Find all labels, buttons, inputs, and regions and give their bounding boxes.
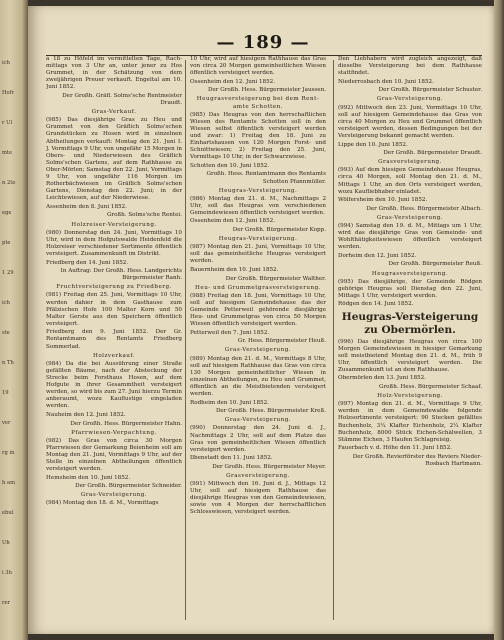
notice-heading: Fruchtversteigerung zu Friedberg. — [56, 284, 172, 291]
notice-text: (984) Da die bei Aussührung einer Straße gefällten Bäume, nach der Absteckung der Strecke beim Forsthaus Hosen, auf dem Hofgute in ihrer Gesammtheit versteigert werden, so wird bis zum 27. Juni hierzu Termin anberaumt, wozu Kauflustige eingeladen werden. — [46, 360, 182, 410]
column-left — [46, 56, 182, 626]
page-number: — 189 — — [216, 32, 310, 53]
notice-signature: Der Großh. Bürgermeister Walther. — [225, 275, 326, 282]
notice-text: Niederrosbach den 10. Juni 1852. — [338, 78, 434, 85]
notice-signature: Großh. Hess. Rentamtmann des Rentamts Schotten Pfannmüller. — [206, 171, 326, 185]
notice-signature: Der Großh. Bürgermeister Reuß. — [388, 261, 482, 268]
left-page-text-fragment: i 3h — [2, 570, 12, 576]
notice-text: Petterweil den 7. Juni 1852. — [190, 329, 270, 336]
notice-text: 10 Uhr, wird auf hiesigem Rathhause das Gras von circa 20 Morgen gemeinheitlichen Wiesen öffentlich versteigert werden. — [190, 56, 326, 77]
notice-text: Friedberg den 14. Juni 1852. — [46, 259, 129, 266]
left-page-text-fragment: Uh — [2, 540, 10, 546]
left-page-text-fragment: ebul — [2, 510, 14, 516]
left-page-text-fragment: ste — [2, 330, 10, 336]
featured-heading: Heugras-Versteigerung — [341, 310, 479, 323]
notice-text: (982) Das Gras von circa 30 Morgen Pfarrwiesen der Gemarkung Beienheim soll am Montag den 21. Juni, Vormittags 9 Uhr, auf der Stelle in einzelnen Abtheilungen öffentlich versteigert werden. — [46, 437, 182, 473]
left-page-text-fragment: ich — [2, 60, 10, 66]
notice-signature: In Auftrag: Der Großh. Hess. Landgerichts Bürgermeister Ranh. — [60, 268, 182, 282]
notice-heading: Holz-Versteigerung. — [377, 393, 443, 400]
notice-text: Obermörlen den 13. Juni 1852. — [338, 375, 426, 382]
notice-heading: Heugrasversteigerung. — [371, 270, 449, 277]
left-page-text-fragment: ver — [2, 420, 11, 426]
notice-heading: Gras-Versteigerung. — [376, 96, 444, 103]
notice-heading: Gras-Versteigerung. — [224, 417, 292, 424]
notice-signature: Der Großh. Hess. Bürgermeister Kreß. — [215, 408, 326, 415]
notice-heading: Pfarrwiesen-Verpachtung. — [71, 429, 157, 436]
left-page-text-fragment: 1 29 — [2, 270, 14, 276]
notice-signature: Der Großh. Hess. Bürgermeister Meyer. — [212, 463, 326, 470]
notice-text: (985) Das Heugras von den herrschaftlichen Wiesen des Rentamts Schotten soll in den Wiesen selbst öffentlich versteigert werden und zwar: 1) Freitag den 18. Juni zu Einhartshausen von 120 Morgen Forst- und Schnittwiesen; 2) Freitag den 25. Juni, Vormittags 10 Uhr, in der Schwarzwiese. — [190, 111, 326, 161]
notice-heading: Holzverkauf. — [92, 352, 136, 359]
notice-text: (987) Montag den 21. Juni, Vormittags 10 Uhr, soll das gemeinheitliche Heugras versteigert werden. — [190, 244, 326, 265]
page-edge — [494, 0, 504, 640]
newspaper-page — [28, 6, 494, 634]
notice-text: (997) Montag den 21. d. M., Vormittags 9 Uhr, werden in dem Gemeindewalde folgende Holzsortimente versteigert: 90 Stecken gefälltes Buchenholz, 3¼ Klafter Eichenholz, 2¼ Klafter Buchenholz, 8000 Stück Eichen-Schälwellen, 3 Stämme Eichen, 3 Haufen Schlagreisig. — [338, 401, 482, 443]
featured-heading: zu Obermörlen. — [364, 323, 456, 336]
notice-text: Wölfersheim den 10. Juni 1852. — [338, 197, 428, 204]
notice-heading: Gras-Versteigerung. — [80, 492, 148, 499]
left-page-text-fragment: rg in — [2, 450, 15, 456]
notice-text: (981) Freitag den 25. Juni, Vormittags 10 Uhr, werden dahier in dem Gasthause zum Pfälzischen Hofe 100 Malter Korn und 50 Malter Gerste aus den Speichern öffentlich versteigert. — [46, 292, 182, 327]
left-page-text-fragment: h am — [2, 480, 16, 486]
notice-text: Nauheim den 12. Juni 1852. — [46, 411, 126, 418]
notice-text: (994) Samstag den 19. d. M., Mittags um 1 Uhr, wird das diesjährige Gras von Gemeinde- und Wohlthätigkeitswiesen öffentlich versteigert werden. — [338, 222, 482, 251]
notice-signature: Der Großh. Bürgermeister Schuster. — [378, 87, 482, 94]
notice-signature: Großh. Hess. Bürgermeister Schaaf. — [378, 384, 482, 391]
notice-heading: Gras-Versteigerung. — [376, 214, 444, 221]
notice-text: Schotten den 10. Juni 1852. — [190, 162, 270, 169]
left-page-text-fragment: n 2te — [2, 180, 16, 186]
left-page-text-fragment: 19 — [2, 390, 9, 396]
notice-text: Rödgen den 14. Juni 1852. — [338, 301, 414, 308]
notice-heading: Heugrasversteigerung bei dem Rent- amte Schotten. — [196, 96, 320, 110]
notice-text: (990) Donnerstag den 24. Juni d. J., Nachmittags 2 Uhr, soll auf dem Platze das Gras von gemeinheitlichen Wiesen öffentlich versteigert werden. — [190, 425, 326, 453]
notice-text: (993) Auf dem hiesigen Gemeindehause Heugras, circa 40 Morgen, soll Montag den 21. d. M., Mittags 1 Uhr, an den Orts versteigert werden, wozu Kaufliebhaber einladet. — [338, 167, 482, 195]
left-page-text-fragment: mte — [2, 150, 13, 156]
notice-text: Fauerbach v. d. Höhe den 11. Juni 1852. — [338, 445, 452, 452]
column-right — [338, 56, 482, 626]
left-page-text-fragment: ege — [2, 210, 12, 216]
notice-text: Hemsheim den 10. Juni 1852. — [46, 474, 131, 481]
notice-heading: Holzreiser-Versteigerung. — [71, 221, 157, 228]
notice-signature: Der Großh. Hess. Bürgermeister Albach. — [366, 205, 482, 212]
left-page-text-fragment: Hofr — [2, 90, 15, 96]
notice-signature: Der Großh. Bürgermeister Kopp. — [232, 227, 326, 234]
notice-text: (988) Freitag den 18. Juni, Vormittags 10 Uhr, soll auf hiesigem Gemeindehause das der Gemeinde Petterweil gehörende diesjährige Heu- und Grummetgras von circa 50 Morgen Wiesen öffentlich versteigert werden. — [190, 292, 326, 328]
left-page-text-fragment: n Th — [2, 360, 14, 366]
notice-signature: Gr. Hess. Bürgermeister Heuß. — [237, 338, 326, 345]
notice-heading: Grasversteigerung. — [226, 472, 290, 479]
notice-text: Bauernheim den 10. Juni 1852. — [190, 267, 279, 274]
notice-signature: Der Großh. Hess. Bürgermeister Jaussen. — [208, 87, 326, 94]
left-page-text-fragment: rer — [2, 600, 11, 606]
notice-signature: Der Großh. Gräfl. Solms'sche Rentmeister Draudt. — [62, 92, 182, 107]
notice-heading: Heu- und Grummetgrasversteigerung. — [195, 284, 321, 291]
notice-heading: Heugras-Versteigerung. — [218, 236, 298, 243]
notice-text: (986) Montag den 21. d. M., Nachmittags 2 Uhr, soll das Heugras von verschiedenen Gemeindewiesen öffentlich versteigert werden. — [190, 195, 326, 216]
notice-text: Friedberg den 9. Juni 1852. Der Gr. Rentamtmann des Rentamts Friedberg Sommerlad. — [46, 329, 182, 350]
notice-signature: Der Großh. Revierförster des Reviers Nieder-Rosbach Hartmann. — [352, 453, 482, 467]
notice-text: Dorheim den 12. Juni 1852. — [338, 252, 417, 259]
notice-text: (995) Das diesjährige, der Gemeinde Rödgen gehörige Heugras soll Dienstag den 22. Juni, Mittags 1 Uhr, versteigert werden. — [338, 278, 482, 299]
left-page-edge — [0, 0, 28, 640]
notice-text: Ossenheim den 12. Juni 1852. — [190, 78, 275, 85]
column-divider — [185, 60, 186, 620]
notice-text: (996) Das diesjährige Heugras von circa 100 Morgen Gemeindewiesen in hiesiger Gemarkung soll meistbietend Montag den 21. d. M., früh 9 Uhr, öffentlich versteigert werden. Die Zusammenkunft ist an dem Rathhause. — [338, 338, 482, 373]
notice-text: (989) Montag den 21. d. M., Vormittags 8 Uhr, soll auf hiesigem Rathhause das Gras von circa 130 Morgen gemeinheitlicher Wiesen in einzelnen Abtheilungen, zu Heu und Grummet, öffentlich an die Meistbietenden versteigert werden. — [190, 355, 326, 398]
column-divider — [333, 60, 334, 620]
notice-text: (991) Mittwoch den 16. Juni d. J., Mittags 12 Uhr, soll auf hiesigem Rathhause das diesjährige Heugras von den Gemeindewiesen, sowie von 4 Morgen der herrschaftlichen Schlosswiesen, versteigert werden. — [190, 481, 326, 516]
notice-text: (980) Donnerstag den 24. Juni, Vormittags 10 Uhr, wird in dem Hofgutswalde Heidenfeld die Holzreiser verschiedener Sortimente öffentlich versteigert. Zusammenkunft im Distrikt. — [46, 229, 182, 257]
notice-heading: Heugras-Versteigerung. — [218, 187, 298, 194]
notice-signature: Der Großh. Bürgermeister Schneider. — [75, 483, 182, 490]
notice-signature: Der Großh. Bürgermeister Draudt. — [383, 150, 482, 157]
notice-text: Den Liebhabern wird zugleich angezeigt, daß dieselbe Versteigerung bei dem Rathhause stattfindet. — [338, 56, 482, 77]
notice-text: Assenheim den 8. Juni 1852. — [46, 203, 127, 210]
notice-text: Ossenheim den 12. Juni 1852. — [190, 218, 275, 225]
left-page-text-fragment: r Ul — [2, 120, 13, 126]
notice-signature: Großh. Solms'sche Rentei. — [106, 212, 182, 219]
notice-text: Ilbenstadt den 11. Juni 1852. — [190, 455, 273, 462]
notice-text: Rodheim den 10. Juni 1852. — [190, 399, 269, 406]
notice-heading: Gras-Verkauf. — [91, 109, 137, 116]
notice-text: (984) Montag den 18. d. M., Vormittags — [46, 500, 159, 507]
notice-heading: Gras-Versteigerung. — [224, 347, 292, 354]
notice-heading: Grasversteigerung. — [378, 159, 442, 166]
notice-text: (985) Das diesjährige Gras zu Heu und Grummet von den Gräflich Solms'schen Grundstücken zu Hosen wird in einzelnen Abtheilungen verkauft: Montag den 21. Juni I. J. Vormittags 9 Uhr, von ungefähr 15 Morgen in Obers- und Niederwiesen des Gräflich Solms'schen Gartens, auf dem Rathhause zu Ober-Mörlen; Samstag den 22. Juni, Vormittags 9 Uhr, von ungefähr 116 Morgen im Rotherbächwiesen im Gräflich Solms'schen Gartens, Dienstag den 22. Juni; in der Leichtewiesen, auf der Niederwiese. — [46, 117, 182, 202]
notice-text: Lippe den 10. Juni 1852. — [338, 141, 408, 148]
left-page-text-fragment: pte — [2, 240, 11, 246]
column-middle — [190, 56, 326, 626]
notice-text: à 18 zu Höfeld im vermittelten Tage, Rach- mittags von 3 Uhr an, unter jener zu Hos Grummet, in der Schätzung von dem zweijährigen Preuer verkauft. Engeltal am 10. Juni 1852. — [46, 56, 182, 91]
left-page-text-fragment: ich — [2, 300, 10, 306]
notice-signature: Der Großh. Hess. Bürgermeister Hahn. — [70, 420, 182, 427]
notice-text: (992) Mittwoch den 23. Juni, Vormittags 10 Uhr, soll auf hiesigem Gemeindehause das Gras von circa 40 Morgen zu Heu und Grummet öffentlich versteigert werden, dessen Bedingungen bei der Versteigerung bekannt gemacht werden. — [338, 104, 482, 139]
